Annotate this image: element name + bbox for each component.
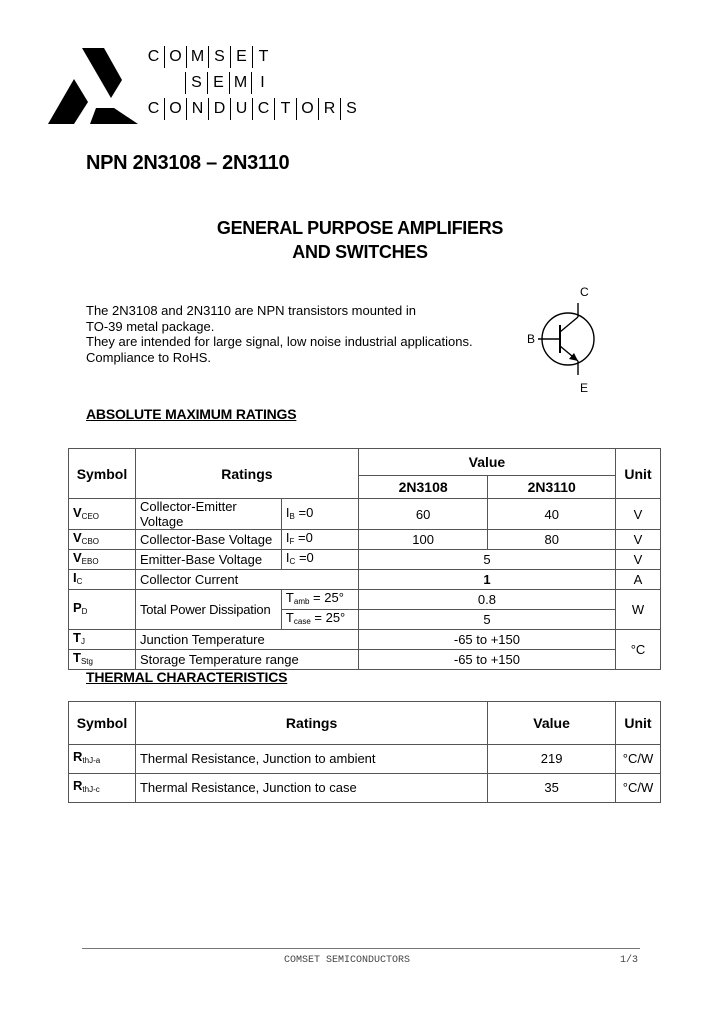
footer-company: COMSET SEMICONDUCTORS	[284, 955, 411, 966]
logo-letter: O	[164, 98, 186, 120]
table-row	[69, 745, 661, 774]
value-cell: 219	[488, 745, 616, 774]
logo-letter: S	[208, 46, 230, 68]
rating-cell: Total Power Dissipation	[135, 590, 281, 630]
rating-cell: Storage Temperature range	[135, 650, 358, 670]
logo-letter: S	[340, 98, 362, 120]
description-line: They are intended for large signal, low noise industrial applications.	[86, 334, 473, 349]
value-cell: 35	[488, 774, 616, 803]
rating-cell: Thermal Resistance, Junction to ambient	[135, 745, 487, 774]
document-title: NPN 2N3108 – 2N3110	[86, 152, 290, 174]
table-row	[69, 570, 661, 590]
footer-divider	[82, 948, 640, 949]
logo-letter: M	[186, 46, 208, 68]
header-value: Value	[358, 449, 615, 476]
collector-label: C	[580, 285, 589, 299]
header-ratings: Ratings	[135, 702, 487, 745]
unit-cell: °C	[616, 630, 661, 670]
table-row	[69, 774, 661, 803]
value-cell: 1	[358, 570, 615, 590]
unit-cell: W	[616, 590, 661, 630]
unit-cell: °C/W	[615, 774, 660, 803]
logo-letter: D	[208, 98, 230, 120]
condition-cell: $I_F =0$	[281, 530, 358, 550]
footer-page-number: 1/3	[620, 955, 639, 966]
condition-cell: $I_C =0$	[281, 550, 358, 570]
rating-cell: Collector Current	[135, 570, 358, 590]
table-row	[69, 530, 661, 550]
logo-letter: R	[318, 98, 340, 120]
table-header-row	[69, 702, 661, 745]
table-row	[69, 550, 661, 570]
logo-letter: O	[296, 98, 318, 120]
description-line: The 2N3108 and 2N3110 are NPN transistors mounted in	[86, 303, 417, 318]
logo-letter: T	[252, 46, 274, 68]
description-line: TO-39 metal package.	[86, 318, 215, 334]
logo-letter: M	[229, 72, 251, 94]
value-cell: -65 to +150	[358, 630, 615, 650]
symbol-cell: $R_{thJ-a}$	[69, 745, 136, 774]
header-device-1: 2N3108	[358, 475, 488, 498]
main-heading-line-1: GENERAL PURPOSE AMPLIFIERS	[216, 218, 504, 238]
unit-cell: V	[616, 499, 661, 530]
logo-letter: E	[207, 72, 229, 94]
rating-cell: Collector-Emitter Voltage	[135, 499, 281, 530]
rating-cell: Junction Temperature	[135, 630, 358, 650]
logo-letter: N	[186, 98, 208, 120]
symbol-cell: $V_{EBO}$	[69, 550, 136, 570]
logo-wordmark	[143, 46, 362, 124]
header-value: Value	[488, 702, 616, 745]
logo-letter: I	[251, 72, 273, 94]
value-cell: 5	[358, 610, 615, 630]
symbol-cell: $T_{Stg}$	[69, 650, 136, 670]
value-cell: 80	[488, 530, 616, 550]
value-cell: 60	[358, 499, 488, 530]
table-row	[69, 590, 661, 610]
description-line: Compliance to RoHS.	[86, 349, 211, 365]
logo-row-comset	[143, 46, 362, 72]
value-cell: 0.8	[358, 590, 615, 610]
logo-letter: S	[185, 72, 207, 94]
logo-letter: E	[230, 46, 252, 68]
logo-spacer	[164, 72, 185, 94]
description	[86, 303, 473, 365]
logo-letter: T	[274, 98, 296, 120]
rating-cell: Collector-Base Voltage	[135, 530, 281, 550]
symbol-cell: $R_{thJ-c}$	[69, 774, 136, 803]
base-label: B	[527, 332, 536, 346]
symbol-cell: $V_{CEO}$	[69, 499, 136, 530]
header-unit: Unit	[615, 702, 660, 745]
logo-letter: U	[230, 98, 252, 120]
value-cell: 40	[488, 499, 616, 530]
condition-cell: $I_B =0$	[281, 499, 358, 530]
thermal-characteristics-table	[68, 701, 661, 803]
header-symbol: Symbol	[69, 702, 136, 745]
npn-transistor-symbol-icon	[522, 283, 602, 395]
table-header-row	[69, 449, 661, 476]
value-cell: 5	[358, 550, 615, 570]
logo-triangle-mark	[44, 46, 140, 126]
logo-letter: C	[252, 98, 274, 120]
symbol-cell: $I_C$	[69, 570, 136, 590]
emitter-label: E	[580, 381, 589, 395]
condition-cell: $T_{case} = 25^\circ$	[281, 610, 358, 630]
logo-row-conductors	[143, 98, 362, 124]
symbol-cell: $T_J$	[69, 630, 136, 650]
logo-letter: C	[147, 48, 160, 65]
unit-cell: A	[616, 570, 661, 590]
logo-row-semi	[143, 72, 362, 98]
table-row	[69, 630, 661, 650]
rating-cell: Thermal Resistance, Junction to case	[135, 774, 487, 803]
main-heading-line-2: AND SWITCHES	[292, 242, 428, 262]
value-cell: -65 to +150	[358, 650, 615, 670]
header-unit: Unit	[616, 449, 661, 499]
main-heading	[0, 216, 720, 264]
header-symbol: Symbol	[69, 449, 136, 499]
symbol-cell: $V_{CBO}$	[69, 530, 136, 550]
header-device-2: 2N3110	[488, 475, 616, 498]
symbol-cell: $P_D$	[69, 590, 136, 630]
logo-letter: C	[147, 100, 160, 117]
thermal-heading: THERMAL CHARACTERISTICS	[86, 669, 288, 685]
unit-cell: V	[616, 550, 661, 570]
condition-cell: $T_{amb} = 25^\circ$	[281, 590, 358, 610]
amr-heading: ABSOLUTE MAXIMUM RATINGS	[86, 406, 297, 422]
logo-letter: O	[164, 46, 186, 68]
absolute-maximum-ratings-table	[68, 448, 661, 670]
header-ratings: Ratings	[135, 449, 358, 499]
rating-cell: Emitter-Base Voltage	[135, 550, 281, 570]
value-cell: 100	[358, 530, 488, 550]
unit-cell: V	[616, 530, 661, 550]
unit-cell: °C/W	[615, 745, 660, 774]
table-row	[69, 650, 661, 670]
table-row	[69, 499, 661, 530]
